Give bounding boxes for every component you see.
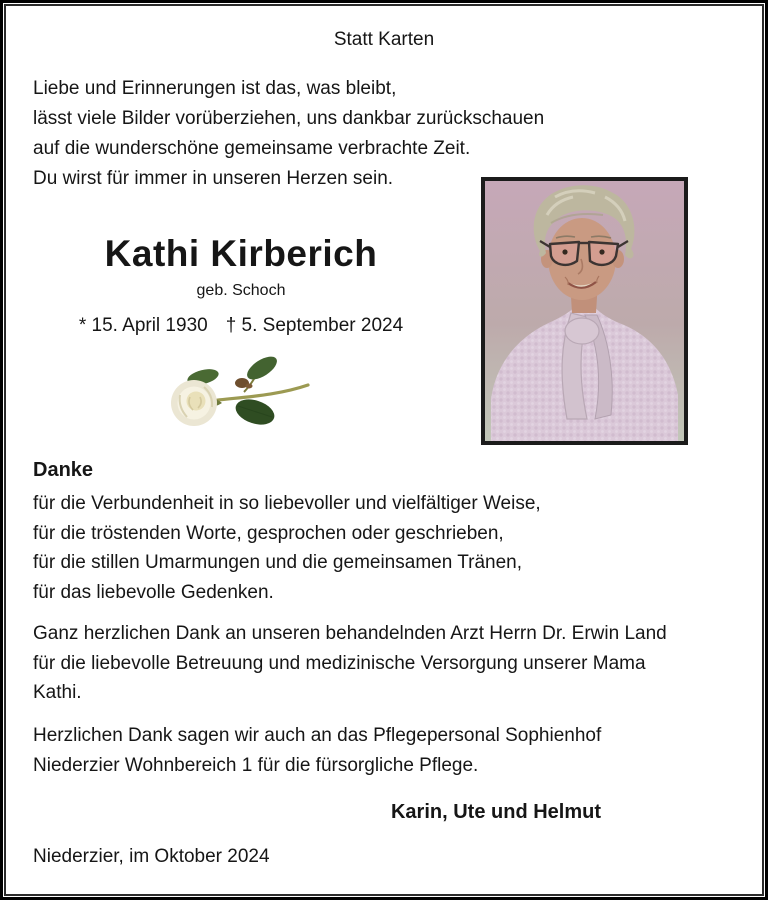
paragraph-line: Ganz herzlichen Dank an unseren behandelnden Arzt Herrn Dr. Erwin Land	[33, 623, 667, 644]
family-signature: Karin, Ute und Helmut	[390, 801, 601, 823]
thanks-line: für die tröstenden Worte, gesprochen oder geschrieben,	[33, 522, 504, 544]
portrait-illustration	[485, 181, 684, 441]
paragraph-line: Kathi.	[33, 682, 82, 703]
paragraph-line: Herzlichen Dank sagen wir auch an das Pflegepersonal Sophienhof	[33, 725, 602, 746]
thanks-list	[33, 489, 541, 607]
place-and-date: Niederzier, im Oktober 2024	[33, 846, 270, 867]
birth-date: * 15. April 1930	[78, 315, 208, 336]
opening-poem	[33, 74, 544, 194]
header-statt-karten: Statt Karten	[333, 29, 435, 50]
life-dates	[0, 315, 482, 337]
poem-line: Du wirst für immer in unseren Herzen sein.	[33, 168, 394, 189]
paragraph-line: Niederzier Wohnbereich 1 für die fürsorgliche Pflege.	[33, 754, 479, 776]
poem-line: lässt viele Bilder vorüberziehen, uns dankbar zurückschauen	[33, 108, 545, 129]
white-rose-image	[170, 351, 318, 439]
poem-line: auf die wunderschöne gemeinsame verbrachte Zeit.	[33, 138, 471, 159]
maiden-name: geb. Schoch	[196, 282, 286, 299]
care-staff-thanks-paragraph	[33, 721, 601, 780]
deceased-block	[0, 233, 482, 337]
paragraph-line: für die liebevolle Betreuung und medizinische Versorgung unserer Mama	[33, 652, 646, 674]
doctor-thanks-paragraph	[33, 619, 667, 708]
thanks-line: für das liebevolle Gedenken.	[33, 581, 274, 603]
portrait-photo	[481, 177, 688, 445]
thanks-heading: Danke	[33, 459, 94, 481]
death-date: † 5. September 2024	[225, 315, 404, 336]
thanks-line: für die stillen Umarmungen und die gemeinsamen Tränen,	[33, 552, 522, 573]
thanks-line: für die Verbundenheit in so liebevoller und vielfältiger Weise,	[33, 493, 541, 514]
deceased-name: Kathi Kirberich	[104, 233, 378, 274]
poem-line: Liebe und Erinnerungen ist das, was bleibt,	[33, 78, 397, 99]
